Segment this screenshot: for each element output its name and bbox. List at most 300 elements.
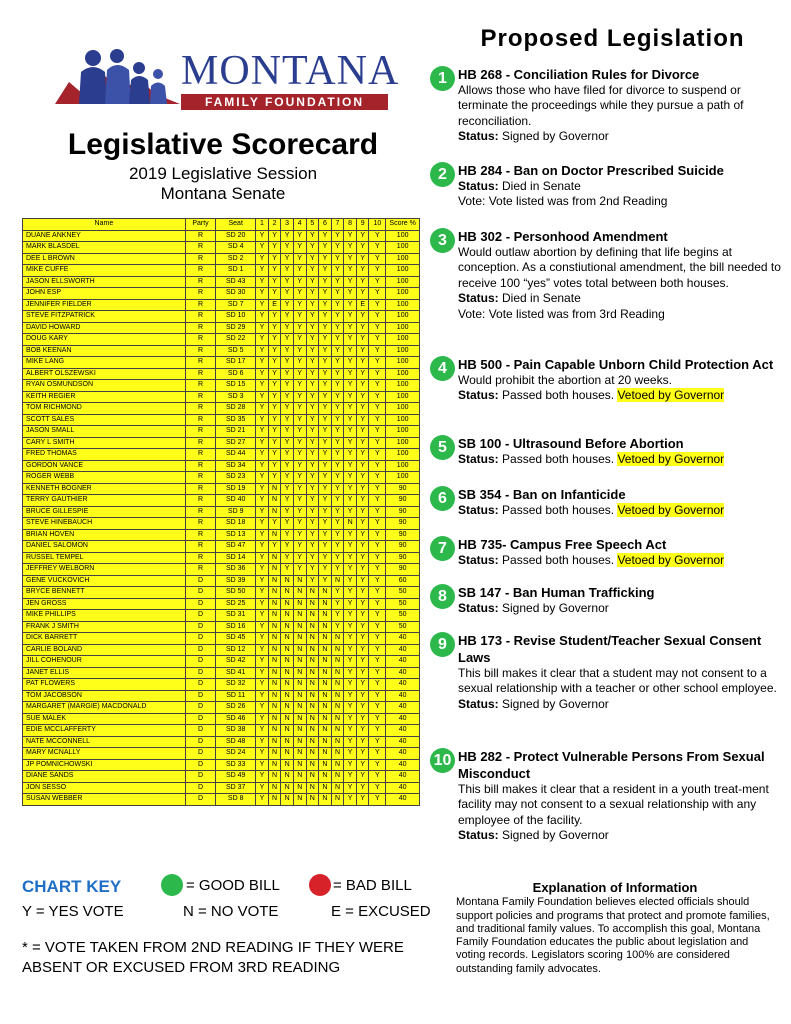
table-row [23,345,420,357]
party-cell: R [185,265,215,277]
vote-cell: Y [369,679,386,691]
vote-cell: Y [344,472,357,484]
vote-cell: N [281,667,294,679]
table-row [23,242,420,254]
vote-cell: Y [369,782,386,794]
vote-cell: Y [306,403,319,415]
vote-cell: Y [293,391,306,403]
vote-cell: Y [306,426,319,438]
score-cell: 40 [386,667,420,679]
vote-cell: Y [331,495,344,507]
vote-cell: N [319,644,332,656]
vote-cell: Y [256,667,269,679]
vote-cell: N [319,759,332,771]
bill-status [458,828,784,843]
bill-title: SB 147 - Ban Human Trafficking [458,585,655,600]
vote-cell: N [293,575,306,587]
vote-cell: Y [331,598,344,610]
vote-cell: Y [356,357,369,369]
vote-cell: Y [344,782,357,794]
vote-cell: Y [344,311,357,323]
vote-cell: Y [331,242,344,254]
vote-cell: Y [256,414,269,426]
senator-name: RUSSEL TEMPEL [23,552,186,564]
vote-cell: Y [319,322,332,334]
vote-cell: N [293,759,306,771]
vote-cell: Y [281,334,294,346]
party-cell: R [185,472,215,484]
vote-cell: Y [256,334,269,346]
table-row [23,265,420,277]
vote-cell: N [268,748,281,760]
score-cell: 100 [386,265,420,277]
vote-cell: Y [344,460,357,472]
good-bill-number-icon: 1 [430,66,455,91]
seat-cell: SD 8 [216,794,256,806]
vote-cell: Y [331,357,344,369]
vote-cell: Y [256,725,269,737]
veto-highlight: Vetoed by Governor [617,388,725,403]
vote-cell: Y [306,518,319,530]
vote-cell: Y [256,449,269,461]
vote-cell: Y [369,322,386,334]
party-cell: R [185,288,215,300]
vote-cell: N [268,564,281,576]
vote-cell: Y [356,610,369,622]
vote-cell: N [319,748,332,760]
column-header: 4 [293,219,306,231]
party-cell: R [185,368,215,380]
senator-name: BRIAN HOVEN [23,529,186,541]
vote-cell: Y [306,541,319,553]
status-label: Status: [458,828,499,843]
vote-cell: Y [331,472,344,484]
vote-cell: N [293,748,306,760]
senator-name: KENNETH BOGNER [23,483,186,495]
vote-cell: N [306,610,319,622]
vote-cell: Y [256,380,269,392]
senator-name: JP POMNICHOWSKI [23,759,186,771]
senator-name: SUE MALEK [23,713,186,725]
score-cell: 40 [386,644,420,656]
senator-name: MIKE PHILLIPS [23,610,186,622]
senator-name: JILL COHENOUR [23,656,186,668]
vote-cell: Y [331,437,344,449]
table-row [23,380,420,392]
score-cell: 100 [386,311,420,323]
seat-cell: SD 1 [216,265,256,277]
vote-cell: Y [344,437,357,449]
score-cell: 50 [386,621,420,633]
vote-cell: Y [293,253,306,265]
vote-cell: Y [356,265,369,277]
party-cell: D [185,610,215,622]
vote-cell: Y [319,575,332,587]
status-value: Died in Senate [502,291,581,306]
vote-cell: Y [356,587,369,599]
party-cell: R [185,437,215,449]
vote-cell: Y [306,495,319,507]
vote-cell: Y [256,748,269,760]
bill-status [458,601,784,616]
good-bill-number-icon: 4 [430,356,455,381]
vote-cell: N [293,633,306,645]
foundation-logo [55,48,400,110]
score-cell: 100 [386,472,420,484]
status-value: Passed both houses. [502,553,615,567]
score-cell: 50 [386,598,420,610]
vote-cell: Y [369,460,386,472]
vote-cell: Y [293,460,306,472]
vote-cell: Y [256,621,269,633]
vote-cell: Y [369,748,386,760]
vote-cell: Y [356,575,369,587]
bill-title: HB 302 - Personhood Amendment [458,229,668,244]
vote-cell: Y [331,368,344,380]
vote-cell: Y [319,242,332,254]
vote-cell: Y [256,299,269,311]
vote-cell: N [331,771,344,783]
bill-status [458,503,784,518]
vote-cell: Y [319,437,332,449]
vote-cell: Y [319,506,332,518]
senator-name: CARLIE BOLAND [23,644,186,656]
bill-vote-note: Vote: Vote listed was from 2nd Reading [458,194,668,209]
seat-cell: SD 29 [216,322,256,334]
senator-name: GENE VUCKOVICH [23,575,186,587]
vote-cell: Y [293,288,306,300]
table-row [23,564,420,576]
vote-cell: Y [256,771,269,783]
vote-cell: Y [369,403,386,415]
vote-cell: Y [369,368,386,380]
vote-cell: Y [356,725,369,737]
vote-cell: Y [281,437,294,449]
score-cell: 100 [386,299,420,311]
senator-name: JON SESSO [23,782,186,794]
vote-cell: Y [369,725,386,737]
vote-cell: N [306,633,319,645]
seat-cell: SD 31 [216,610,256,622]
bad-bill-dot-icon [309,874,331,896]
vote-cell: Y [319,380,332,392]
bill-title: HB 268 - Conciliation Rules for Divorce [458,67,700,82]
bill-description: This bill makes it clear that a resident in a youth treat-ment facility may not consent to a sexual relationship with any employee of the facility. [458,782,769,827]
senator-name: KEITH REGIER [23,391,186,403]
vote-cell: N [306,736,319,748]
status-label: Status: [458,503,499,517]
table-row [23,667,420,679]
vote-cell: N [293,725,306,737]
vote-cell: Y [319,403,332,415]
vote-cell: N [306,679,319,691]
score-cell: 40 [386,725,420,737]
senator-name: TERRY GAUTHIER [23,495,186,507]
vote-cell: Y [306,311,319,323]
vote-cell: Y [344,610,357,622]
vote-cell: N [268,575,281,587]
explanation-text: Montana Family Foundation believes elected officials should support policies and programs that protect and promote families, and traditional family values. To accomplish this goal, Montana Family Foundation educates the public about legislation and voting records. Legislators scoring 100% are considered outstanding family advocates. [456,896,770,975]
seat-cell: SD 26 [216,702,256,714]
vote-cell: Y [256,564,269,576]
table-row [23,391,420,403]
vote-cell: N [306,621,319,633]
vote-cell: Y [268,322,281,334]
party-cell: D [185,667,215,679]
score-cell: 40 [386,713,420,725]
score-cell: 40 [386,794,420,806]
vote-cell: Y [256,230,269,242]
table-row [23,702,420,714]
vote-cell: Y [256,529,269,541]
vote-cell: Y [256,794,269,806]
seat-cell: SD 9 [216,506,256,518]
party-cell: D [185,633,215,645]
vote-cell: N [319,667,332,679]
vote-cell: Y [369,587,386,599]
column-header: 2 [268,219,281,231]
vote-cell: Y [344,449,357,461]
vote-cell: Y [331,449,344,461]
vote-cell: Y [369,713,386,725]
vote-cell: N [319,621,332,633]
vote-cell: Y [306,345,319,357]
vote-cell: Y [369,575,386,587]
seat-cell: SD 28 [216,403,256,415]
veto-highlight: Vetoed by Governor [617,452,725,466]
seat-cell: SD 46 [216,713,256,725]
score-cell: 90 [386,552,420,564]
vote-cell: Y [344,357,357,369]
good-bill-number-icon: 7 [430,536,455,561]
vote-cell: Y [331,253,344,265]
bill-title: HB 500 - Pain Capable Unborn Child Protection Act [458,357,774,372]
vote-cell: N [319,702,332,714]
score-cell: 40 [386,679,420,691]
senator-name: ROGER WEBB [23,472,186,484]
score-cell: 100 [386,449,420,461]
vote-cell: Y [356,472,369,484]
vote-cell: Y [319,334,332,346]
vote-cell: N [293,667,306,679]
vote-cell: N [293,782,306,794]
vote-cell: Y [256,518,269,530]
vote-cell: N [281,610,294,622]
vote-cell: N [268,702,281,714]
vote-cell: Y [306,564,319,576]
vote-cell: Y [344,644,357,656]
explanation-box [456,881,774,976]
vote-cell: Y [319,529,332,541]
bill-description: Would prohibit the abortion at 20 weeks. [458,373,672,387]
seat-cell: SD 22 [216,334,256,346]
vote-cell: Y [293,414,306,426]
column-header: 7 [331,219,344,231]
vote-cell: Y [369,265,386,277]
vote-cell: Y [256,322,269,334]
vote-cell: N [306,748,319,760]
vote-cell: Y [319,299,332,311]
vote-cell: Y [369,610,386,622]
seat-cell: SD 32 [216,679,256,691]
vote-cell: Y [256,426,269,438]
vote-cell: Y [256,598,269,610]
vote-cell: N [306,725,319,737]
vote-cell: Y [369,276,386,288]
vote-cell: N [331,759,344,771]
senator-name: MIKE LANG [23,357,186,369]
senator-name: NATE MCCONNELL [23,736,186,748]
vote-cell: Y [319,311,332,323]
senator-name: STEVE HINEBAUCH [23,518,186,530]
vote-cell: Y [319,276,332,288]
table-row [23,633,420,645]
logo-tagline: FAMILY FOUNDATION [181,94,388,110]
vote-cell: Y [293,541,306,553]
status-label: Status: [458,696,499,711]
vote-cell: Y [256,391,269,403]
vote-cell: Y [293,368,306,380]
vote-cell: Y [344,598,357,610]
vote-cell: Y [369,518,386,530]
vote-cell: Y [319,552,332,564]
scorecard-subtitle [0,164,446,204]
vote-cell: Y [256,679,269,691]
vote-cell: N [331,690,344,702]
bill-body [458,356,784,404]
vote-cell: N [331,644,344,656]
vote-cell: Y [344,483,357,495]
vote-cell: N [268,679,281,691]
bill-vote-note: Vote: Vote listed was from 3rd Reading [458,306,665,321]
vote-cell: N [281,748,294,760]
vote-cell: N [319,679,332,691]
vote-cell: Y [281,483,294,495]
status-value: Died in Senate [502,179,581,193]
column-header: 3 [281,219,294,231]
proposed-legislation-title: Proposed Legislation [480,25,745,52]
vote-cell: Y [344,736,357,748]
senator-name: PAT FLOWERS [23,679,186,691]
vote-cell: N [268,713,281,725]
vote-cell: Y [293,276,306,288]
seat-cell: SD 25 [216,598,256,610]
vote-cell: Y [319,518,332,530]
column-header: 10 [369,219,386,231]
score-cell: 40 [386,736,420,748]
vote-cell: Y [256,782,269,794]
senator-name: ALBERT OLSZEWSKI [23,368,186,380]
vote-cell: Y [306,575,319,587]
good-bill-label: = GOOD BILL [186,877,280,894]
footnote: * = VOTE TAKEN FROM 2ND READING IF THEY WERE ABSENT OR EXCUSED FROM 3RD READING [22,939,404,976]
vote-cell: N [293,771,306,783]
table-row [23,495,420,507]
seat-cell: SD 30 [216,288,256,300]
vote-cell: Y [306,380,319,392]
vote-cell: Y [281,391,294,403]
vote-cell: N [319,610,332,622]
vote-cell: Y [281,253,294,265]
score-cell: 100 [386,334,420,346]
party-cell: R [185,541,215,553]
vote-cell: Y [256,495,269,507]
vote-cell: Y [369,472,386,484]
vote-cell: N [281,644,294,656]
bill-title: SB 354 - Ban on Infanticide [458,487,626,502]
vote-cell: Y [306,334,319,346]
vote-cell: N [281,587,294,599]
vote-cell: N [306,782,319,794]
vote-cell: Y [356,782,369,794]
vote-cell: Y [331,541,344,553]
senator-name: JASON ELLSWORTH [23,276,186,288]
party-cell: R [185,495,215,507]
veto-highlight: Vetoed by Governor [617,553,725,567]
vote-cell: Y [268,265,281,277]
vote-cell: Y [319,541,332,553]
vote-cell: Y [268,345,281,357]
vote-cell: Y [344,242,357,254]
vote-cell: N [319,782,332,794]
vote-cell: N [319,633,332,645]
seat-cell: SD 6 [216,368,256,380]
bill-title: HB 284 - Ban on Doctor Prescribed Suicide [458,163,724,178]
party-cell: D [185,725,215,737]
vote-cell: Y [369,414,386,426]
vote-cell: N [268,529,281,541]
vote-cell: Y [331,506,344,518]
vote-cell: Y [293,529,306,541]
senator-name: GORDON VANCE [23,460,186,472]
vote-cell: N [319,725,332,737]
vote-cell: Y [356,483,369,495]
vote-cell: N [331,794,344,806]
vote-cell: Y [331,460,344,472]
vote-cell: Y [344,575,357,587]
vote-cell: Y [356,495,369,507]
vote-cell: Y [356,518,369,530]
vote-cell: Y [369,506,386,518]
vote-cell: Y [344,299,357,311]
good-bill-number-icon: 9 [430,632,455,657]
score-cell: 100 [386,426,420,438]
vote-cell: Y [331,403,344,415]
senator-name: JENNIFER FIELDER [23,299,186,311]
seat-cell: SD 4 [216,242,256,254]
bill-description: Allows those who have filed for divorce to suspend or terminate the proceedings while they pursue a path of reconciliation. [458,83,744,128]
vote-cell: Y [293,311,306,323]
score-cell: 40 [386,748,420,760]
vote-cell: Y [268,276,281,288]
vote-cell: N [281,794,294,806]
vote-cell: N [281,575,294,587]
vote-cell: N [281,679,294,691]
score-cell: 100 [386,253,420,265]
vote-cell: Y [369,230,386,242]
bill-status [458,697,784,712]
vote-cell: Y [319,460,332,472]
veto-highlight: Vetoed by Governor [617,503,725,517]
vote-cell: N [281,702,294,714]
vote-cell: Y [344,621,357,633]
logo-wordmark: MONTANA [181,48,400,94]
vote-cell: Y [306,299,319,311]
vote-cell: Y [293,322,306,334]
score-cell: 100 [386,403,420,415]
vote-cell: N [293,736,306,748]
score-cell: 100 [386,380,420,392]
